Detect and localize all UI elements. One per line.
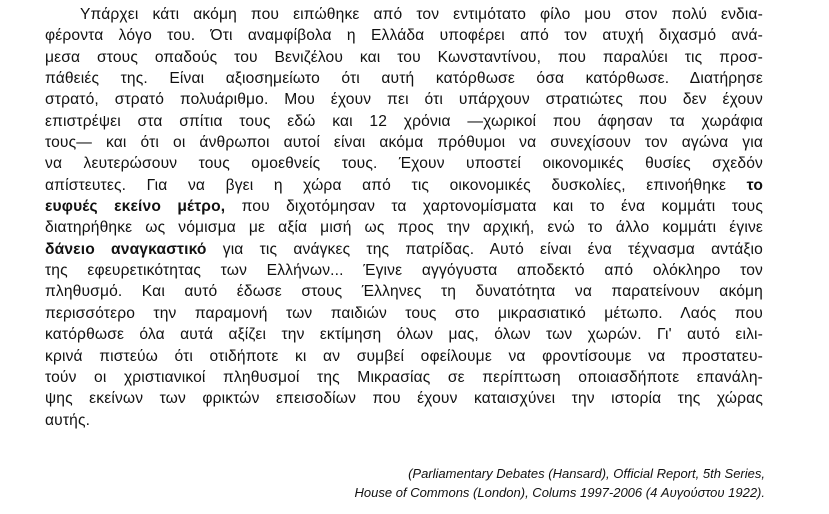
text-line: πάθειές της. Είναι αξιοσημείωτο ότι αυτή κατόρθωσε όσα κατόρθωσε. Διατήρησε xyxy=(45,70,763,88)
text-line: τούν οι χριστιανικοί πληθυσμοί της Μικρασίας σε περίπτωση οποιασδήποτε επανάλη- xyxy=(45,368,763,386)
text-line: τους— και ότι οι άνθρωποι αυτοί είναι ακόμα πρόθυμοι να συνεχίσουν τον αγώνα για xyxy=(45,134,763,152)
text-line: να λευτερώσουν τους ομοεθνείς τους. Έχουν υποστεί οικονομικές θυσίες σχεδόν xyxy=(45,155,763,173)
text-line: αυτής. xyxy=(45,411,91,429)
text-line: κρινά πιστεύω ότι οτιδήποτε κι αν συμβεί οφείλουμε να φροντίσουμε να προστατευ- xyxy=(45,347,763,365)
text-line: Υπάρχει κάτι ακόμη που ειπώθηκε από τον εντιμότατο φίλο μου στον πολύ ενδια- xyxy=(80,6,763,23)
bold-phrase: το xyxy=(746,176,763,194)
text-line: της εφευρετικότητας των Ελλήνων... Έγινε αγγόγυστα αποδεκτό από ολόκληρο τον xyxy=(45,262,763,280)
source-citation xyxy=(355,464,765,502)
bold-phrase: δάνειο αναγκαστικό xyxy=(45,240,207,258)
text-line: περισσότερο την παραμονή των παιδιών τους στο μικρασιατικό μέτωπο. Λαός που xyxy=(45,304,763,322)
text-line: απίστευτες. Για να βγει η χώρα από τις οικονομικές δυσκολίες, επινοήθηκε το xyxy=(45,176,763,194)
citation-line-1: (Parliamentary Debates (Hansard), Official Report, 5th Series, xyxy=(408,466,765,481)
text-line: ευφυές εκείνο μέτρο, που διχοτόμησαν τα χαρτονομίσματα και το ένα κομμάτι τους xyxy=(45,198,763,216)
text-line: διατηρήθηκε ως νόμισμα με αξία μισή ως προς την αρχική, ενώ το άλλο κομμάτι έγινε xyxy=(45,219,763,237)
citation-line-2: House of Commons (London), Colums 1997-2006 (4 Αυγούστου 1922). xyxy=(354,485,765,500)
text-line: ψης εκείνων των φρικτών επεισοδίων που έχουν καταισχύνει την ιστορία της χώρας xyxy=(45,390,763,408)
bold-phrase: ευφυές εκείνο μέτρο, xyxy=(45,198,226,216)
text-line: κατόρθωσε όλα αυτά αξίζει την εκτίμηση όλων μας, όλων των χωρών. Γι' αυτό ειλι- xyxy=(45,326,763,344)
text-line: φέροντα λόγο του. Ότι αναμφίβολα η Ελλάδα υποφέρει από τον ατυχή διχασμό ανά- xyxy=(45,27,763,45)
text-line: δάνειο αναγκαστικό για τις ανάγκες της πατρίδας. Αυτό είναι ένα τέχνασμα αντάξιο xyxy=(45,240,763,258)
text-line: μεσα στους οπαδούς του Βενιζέλου και του Κωνσταντίνου, που παραλύει τις προσ- xyxy=(45,48,763,66)
text-line: επιστρέψει στα σπίτια τους εδώ και 12 χρόνια —χωρικοί που άφησαν τα χωράφια xyxy=(45,112,763,130)
text-line: πληθυσμό. Και αυτό έδωσε στους Έλληνες τη δυνατότητα να παρατείνουν ακόμη xyxy=(45,283,763,301)
quoted-text-body xyxy=(45,4,763,431)
text-line: στρατό, στρατό πολυάριθμο. Μου έχουν πει ότι υπάρχουν στρατιώτες που δεν έχουν xyxy=(45,91,763,109)
